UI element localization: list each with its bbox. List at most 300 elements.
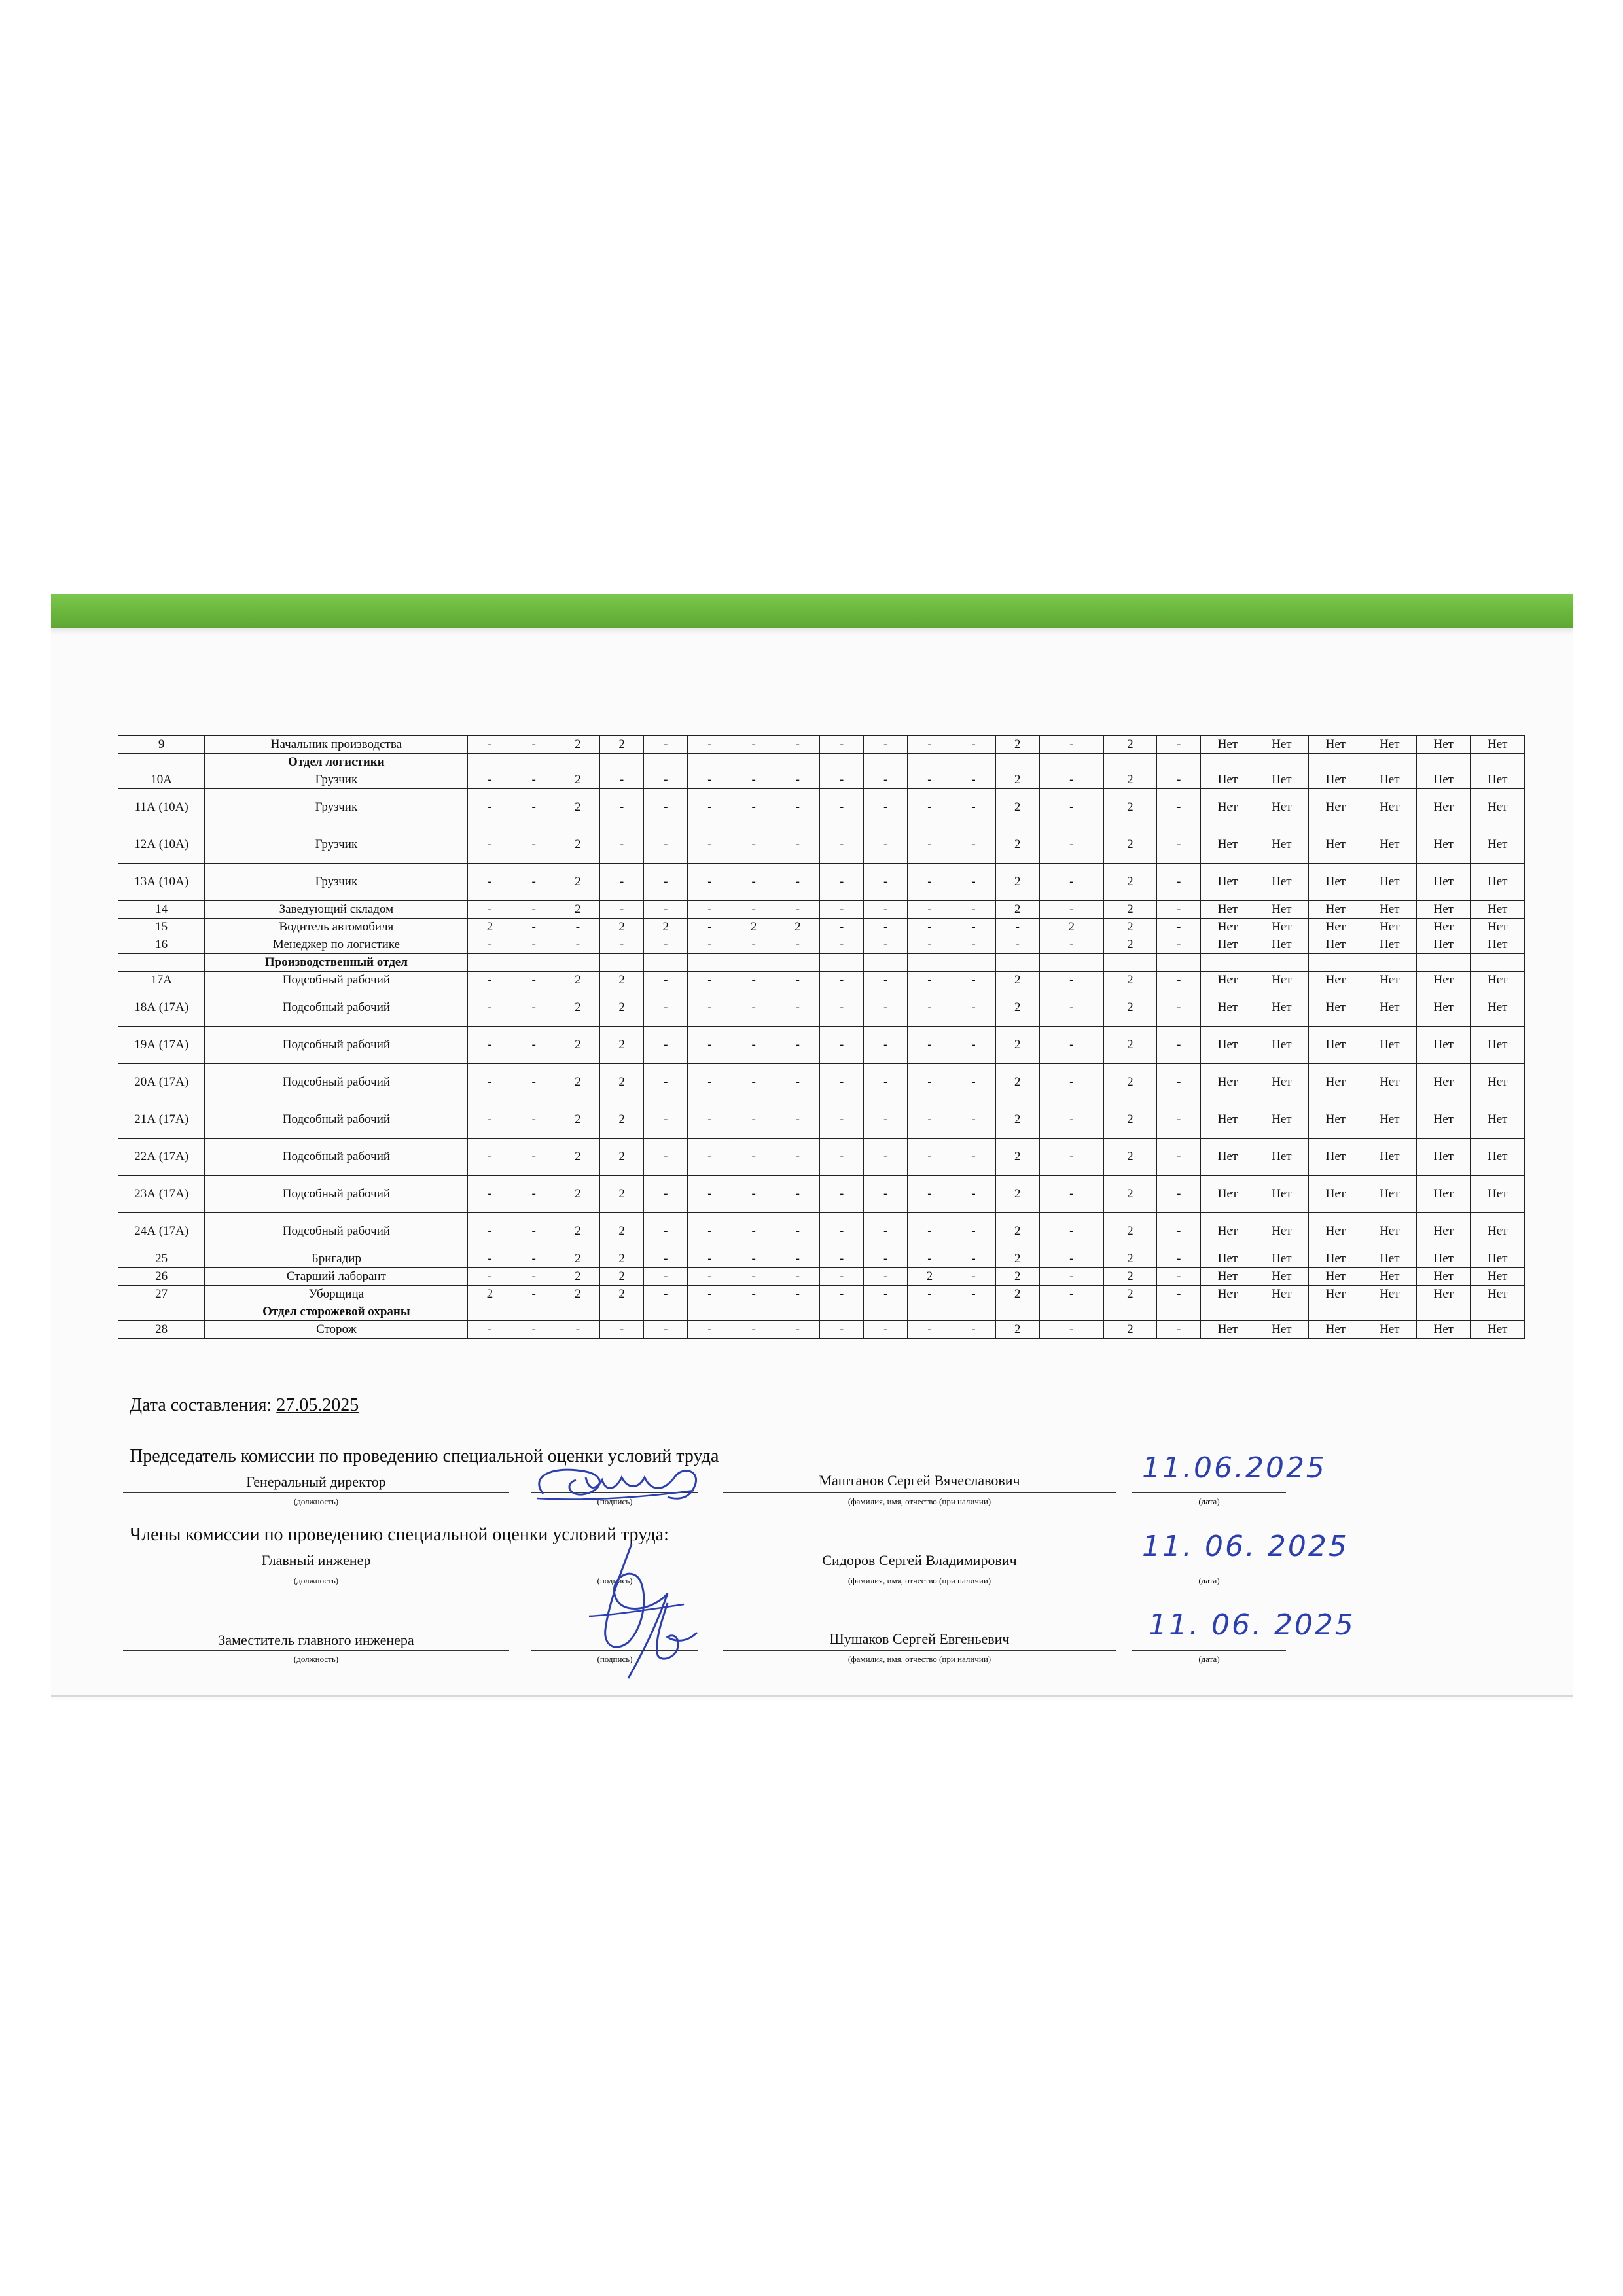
- section-num-cell: [118, 954, 205, 972]
- section-empty-cell: [952, 754, 995, 771]
- section-empty-cell: [468, 1303, 512, 1321]
- job-title: Менеджер по логистике: [205, 936, 468, 954]
- signer-1-signature: [524, 1458, 726, 1517]
- factor-cell: 2: [600, 1250, 644, 1268]
- table-row: [118, 1286, 1525, 1303]
- factor-cell: Нет: [1417, 1213, 1471, 1250]
- factor-cell: Нет: [1309, 1064, 1363, 1101]
- factor-cell: -: [1039, 989, 1103, 1027]
- signer-1-fullname-line: [723, 1492, 1116, 1493]
- factor-cell: -: [468, 1176, 512, 1213]
- factor-cell: Нет: [1309, 736, 1363, 754]
- factor-cell: -: [644, 1250, 688, 1268]
- factor-cell: -: [468, 1139, 512, 1176]
- table-row: [118, 864, 1525, 901]
- section-empty-cell: [908, 754, 952, 771]
- table-body: [118, 736, 1525, 1339]
- table-row: [118, 972, 1525, 989]
- factor-cell: Нет: [1363, 736, 1416, 754]
- factor-cell: -: [864, 972, 908, 989]
- factor-cell: -: [819, 826, 863, 864]
- row-number: 17А: [118, 972, 205, 989]
- factor-cell: -: [688, 901, 732, 919]
- factor-cell: 2: [600, 1268, 644, 1286]
- section-empty-cell: [995, 954, 1039, 972]
- factor-cell: -: [644, 1101, 688, 1139]
- factor-cell: Нет: [1201, 1139, 1255, 1176]
- factor-cell: -: [1039, 901, 1103, 919]
- factor-cell: 2: [556, 826, 599, 864]
- row-number: 14: [118, 901, 205, 919]
- row-number: 18А (17А): [118, 989, 205, 1027]
- factor-cell: -: [1039, 1286, 1103, 1303]
- factor-cell: -: [468, 789, 512, 826]
- signer-2-position: Главный инженер: [261, 1552, 371, 1568]
- factor-cell: -: [1157, 1064, 1201, 1101]
- factor-cell: Нет: [1255, 1139, 1308, 1176]
- factor-cell: 2: [995, 826, 1039, 864]
- factor-cell: Нет: [1417, 1268, 1471, 1286]
- factor-cell: 2: [995, 1139, 1039, 1176]
- signer-1-fullname-caption: (фамилия, имя, отчество (при наличии): [847, 1496, 991, 1506]
- row-number: 11А (10А): [118, 789, 205, 826]
- factor-cell: -: [688, 1250, 732, 1268]
- section-empty-cell: [908, 954, 952, 972]
- factor-cell: -: [600, 901, 644, 919]
- factor-cell: -: [688, 1286, 732, 1303]
- factor-cell: 2: [556, 1027, 599, 1064]
- factor-cell: -: [864, 1139, 908, 1176]
- factor-cell: 2: [1103, 826, 1156, 864]
- factor-cell: -: [776, 771, 819, 789]
- factor-cell: -: [512, 1268, 556, 1286]
- factor-cell: 2: [995, 972, 1039, 989]
- factor-cell: Нет: [1417, 1321, 1471, 1339]
- job-title: Подсобный рабочий: [205, 1027, 468, 1064]
- section-row: [118, 954, 1525, 972]
- factor-cell: 2: [732, 919, 776, 936]
- section-empty-cell: [776, 1303, 819, 1321]
- factor-cell: 2: [1103, 736, 1156, 754]
- job-title: Подсобный рабочий: [205, 989, 468, 1027]
- factor-cell: -: [952, 972, 995, 989]
- section-row: [118, 754, 1525, 771]
- factor-cell: -: [908, 972, 952, 989]
- factor-cell: -: [512, 1101, 556, 1139]
- section-empty-cell: [732, 954, 776, 972]
- factor-cell: -: [864, 901, 908, 919]
- factor-cell: 2: [995, 1176, 1039, 1213]
- signer-1-signature-caption: (подпись): [597, 1496, 633, 1506]
- factor-cell: -: [644, 1321, 688, 1339]
- factor-cell: -: [1039, 1250, 1103, 1268]
- chairman-heading: Председатель комиссии по проведению специальной оценки условий труда: [130, 1446, 719, 1466]
- factor-cell: -: [1157, 1101, 1201, 1139]
- factor-cell: -: [1157, 771, 1201, 789]
- factor-cell: Нет: [1201, 972, 1255, 989]
- factor-cell: -: [512, 1321, 556, 1339]
- factor-cell: 2: [556, 736, 599, 754]
- signer-2-date-caption: (дата): [1198, 1576, 1220, 1585]
- section-empty-cell: [1039, 1303, 1103, 1321]
- table-row: [118, 1064, 1525, 1101]
- section-empty-cell: [1157, 754, 1201, 771]
- factor-cell: Нет: [1255, 901, 1308, 919]
- factor-cell: -: [512, 972, 556, 989]
- factor-cell: -: [1039, 1213, 1103, 1250]
- factor-cell: Нет: [1471, 771, 1525, 789]
- factor-cell: Нет: [1255, 1027, 1308, 1064]
- section-empty-cell: [600, 754, 644, 771]
- factor-cell: Нет: [1309, 864, 1363, 901]
- factor-cell: -: [1157, 1250, 1201, 1268]
- factor-cell: -: [688, 1064, 732, 1101]
- factor-cell: -: [644, 826, 688, 864]
- section-empty-cell: [1103, 1303, 1156, 1321]
- factor-cell: -: [644, 972, 688, 989]
- factor-cell: -: [1157, 1213, 1201, 1250]
- factor-cell: Нет: [1471, 864, 1525, 901]
- row-number: 25: [118, 1250, 205, 1268]
- factor-cell: Нет: [1201, 1176, 1255, 1213]
- factor-cell: Нет: [1471, 1101, 1525, 1139]
- section-empty-cell: [1039, 954, 1103, 972]
- section-empty-cell: [1417, 954, 1471, 972]
- factor-cell: 2: [1103, 864, 1156, 901]
- factor-cell: -: [864, 1064, 908, 1101]
- factor-cell: Нет: [1363, 901, 1416, 919]
- factor-cell: -: [908, 736, 952, 754]
- row-number: 19А (17А): [118, 1027, 205, 1064]
- factor-cell: -: [468, 1321, 512, 1339]
- factor-cell: Нет: [1417, 1101, 1471, 1139]
- factor-cell: Нет: [1417, 1250, 1471, 1268]
- factor-cell: -: [1039, 826, 1103, 864]
- factor-cell: 2: [556, 771, 599, 789]
- factor-cell: -: [776, 1213, 819, 1250]
- factor-cell: Нет: [1471, 1286, 1525, 1303]
- factor-cell: -: [1039, 1268, 1103, 1286]
- factor-cell: Нет: [1363, 1321, 1416, 1339]
- factor-cell: -: [908, 864, 952, 901]
- section-num-cell: [118, 1303, 205, 1321]
- factor-cell: -: [776, 1268, 819, 1286]
- factor-cell: -: [864, 919, 908, 936]
- factor-cell: Нет: [1417, 1176, 1471, 1213]
- factor-cell: 2: [600, 1286, 644, 1303]
- factor-cell: -: [688, 826, 732, 864]
- factor-cell: 2: [468, 1286, 512, 1303]
- table-row: [118, 789, 1525, 826]
- factor-cell: -: [644, 1139, 688, 1176]
- green-binder-strip: [51, 594, 1573, 628]
- factor-cell: 2: [995, 1101, 1039, 1139]
- factor-cell: Нет: [1255, 736, 1308, 754]
- section-empty-cell: [556, 954, 599, 972]
- factor-cell: Нет: [1417, 789, 1471, 826]
- table-row: [118, 919, 1525, 936]
- factor-cell: Нет: [1309, 1213, 1363, 1250]
- factor-cell: Нет: [1363, 1064, 1416, 1101]
- factor-cell: Нет: [1309, 936, 1363, 954]
- table-row: [118, 1213, 1525, 1250]
- factor-cell: -: [1157, 736, 1201, 754]
- factor-cell: -: [952, 1139, 995, 1176]
- factor-cell: 2: [995, 1286, 1039, 1303]
- signer-2-fullname: Сидоров Сергей Владимирович: [822, 1552, 1017, 1568]
- factor-cell: -: [908, 789, 952, 826]
- factor-cell: Нет: [1471, 1139, 1525, 1176]
- members-heading: Члены комиссии по проведению специальной оценки условий труда:: [130, 1525, 669, 1545]
- section-empty-cell: [1103, 954, 1156, 972]
- section-empty-cell: [600, 1303, 644, 1321]
- section-empty-cell: [1417, 754, 1471, 771]
- factor-cell: -: [864, 1250, 908, 1268]
- factor-cell: -: [1039, 1101, 1103, 1139]
- factor-cell: 2: [1103, 1139, 1156, 1176]
- factor-cell: -: [776, 826, 819, 864]
- factor-cell: -: [1157, 1139, 1201, 1176]
- factor-cell: -: [776, 989, 819, 1027]
- row-number: 28: [118, 1321, 205, 1339]
- section-empty-cell: [1471, 1303, 1525, 1321]
- factor-cell: -: [776, 1139, 819, 1176]
- factor-cell: -: [908, 771, 952, 789]
- factor-cell: -: [952, 989, 995, 1027]
- factor-cell: -: [995, 936, 1039, 954]
- job-title: Старший лаборант: [205, 1268, 468, 1286]
- factor-cell: Нет: [1363, 1250, 1416, 1268]
- factor-cell: -: [1157, 1286, 1201, 1303]
- factor-cell: -: [644, 901, 688, 919]
- signer-3-date: 11. 06. 2025: [1149, 1608, 1355, 1642]
- row-number: 9: [118, 736, 205, 754]
- factor-cell: -: [864, 1027, 908, 1064]
- factor-cell: Нет: [1309, 1176, 1363, 1213]
- factor-cell: -: [512, 1176, 556, 1213]
- assessment-results-table: [118, 735, 1525, 1339]
- factor-cell: -: [732, 1250, 776, 1268]
- factor-cell: -: [819, 1250, 863, 1268]
- factor-cell: 2: [776, 919, 819, 936]
- factor-cell: 2: [1103, 1268, 1156, 1286]
- factor-cell: -: [1039, 736, 1103, 754]
- factor-cell: Нет: [1255, 1176, 1308, 1213]
- factor-cell: -: [1039, 864, 1103, 901]
- factor-cell: 2: [995, 1064, 1039, 1101]
- section-empty-cell: [644, 1303, 688, 1321]
- factor-cell: -: [776, 972, 819, 989]
- factor-cell: -: [644, 1176, 688, 1213]
- factor-cell: -: [864, 826, 908, 864]
- section-empty-cell: [819, 754, 863, 771]
- factor-cell: -: [732, 989, 776, 1027]
- factor-cell: -: [995, 919, 1039, 936]
- factor-cell: -: [819, 1064, 863, 1101]
- factor-cell: 2: [995, 901, 1039, 919]
- section-row: [118, 1303, 1525, 1321]
- section-empty-cell: [1157, 1303, 1201, 1321]
- section-empty-cell: [776, 754, 819, 771]
- factor-cell: Нет: [1363, 972, 1416, 989]
- job-title: Бригадир: [205, 1250, 468, 1268]
- factor-cell: -: [908, 1321, 952, 1339]
- factor-cell: -: [952, 771, 995, 789]
- row-number: 24А (17А): [118, 1213, 205, 1250]
- factor-cell: -: [908, 919, 952, 936]
- factor-cell: Нет: [1201, 989, 1255, 1027]
- job-title: Подсобный рабочий: [205, 1213, 468, 1250]
- factor-cell: Нет: [1309, 901, 1363, 919]
- factor-cell: -: [512, 789, 556, 826]
- section-empty-cell: [600, 954, 644, 972]
- factor-cell: Нет: [1363, 771, 1416, 789]
- section-empty-cell: [512, 754, 556, 771]
- factor-cell: Нет: [1363, 826, 1416, 864]
- factor-cell: Нет: [1201, 901, 1255, 919]
- factor-cell: -: [732, 901, 776, 919]
- factor-cell: 2: [556, 1286, 599, 1303]
- section-empty-cell: [776, 954, 819, 972]
- signer-3-fullname-line: [723, 1650, 1116, 1651]
- factor-cell: Нет: [1255, 972, 1308, 989]
- factor-cell: -: [468, 901, 512, 919]
- factor-cell: Нет: [1309, 1321, 1363, 1339]
- factor-cell: Нет: [1201, 1101, 1255, 1139]
- factor-cell: Нет: [1363, 1268, 1416, 1286]
- factor-cell: Нет: [1363, 919, 1416, 936]
- factor-cell: 2: [1103, 989, 1156, 1027]
- signer-1-date-caption: (дата): [1198, 1496, 1220, 1506]
- job-title: Подсобный рабочий: [205, 972, 468, 989]
- factor-cell: -: [864, 736, 908, 754]
- factor-cell: Нет: [1471, 1176, 1525, 1213]
- factor-cell: -: [512, 1064, 556, 1101]
- section-empty-cell: [1417, 1303, 1471, 1321]
- factor-cell: -: [688, 919, 732, 936]
- factor-cell: 2: [995, 1268, 1039, 1286]
- factor-cell: Нет: [1309, 1101, 1363, 1139]
- factor-cell: 2: [1103, 771, 1156, 789]
- factor-cell: 2: [995, 1321, 1039, 1339]
- factor-cell: Нет: [1309, 1027, 1363, 1064]
- factor-cell: 2: [600, 1213, 644, 1250]
- factor-cell: Нет: [1255, 1213, 1308, 1250]
- compiled-date-line: [130, 1395, 359, 1416]
- factor-cell: Нет: [1471, 989, 1525, 1027]
- factor-cell: -: [864, 1268, 908, 1286]
- factor-cell: -: [688, 936, 732, 954]
- factor-cell: -: [776, 1027, 819, 1064]
- factor-cell: -: [908, 989, 952, 1027]
- factor-cell: -: [952, 1027, 995, 1064]
- factor-cell: -: [776, 1176, 819, 1213]
- factor-cell: Нет: [1255, 771, 1308, 789]
- section-empty-cell: [688, 754, 732, 771]
- section-empty-cell: [1309, 754, 1363, 771]
- factor-cell: Нет: [1417, 826, 1471, 864]
- factor-cell: -: [556, 919, 599, 936]
- factor-cell: -: [468, 864, 512, 901]
- factor-cell: -: [864, 789, 908, 826]
- section-empty-cell: [556, 754, 599, 771]
- factor-cell: -: [1039, 1064, 1103, 1101]
- factor-cell: -: [1157, 1176, 1201, 1213]
- section-num-cell: [118, 754, 205, 771]
- factor-cell: Нет: [1363, 936, 1416, 954]
- factor-cell: -: [732, 1027, 776, 1064]
- job-title: Грузчик: [205, 826, 468, 864]
- factor-cell: Нет: [1417, 1064, 1471, 1101]
- factor-cell: 2: [644, 919, 688, 936]
- factor-cell: -: [644, 1027, 688, 1064]
- factor-cell: -: [644, 771, 688, 789]
- factor-cell: -: [468, 826, 512, 864]
- table-row: [118, 1139, 1525, 1176]
- factor-cell: 2: [995, 864, 1039, 901]
- factor-cell: Нет: [1201, 1268, 1255, 1286]
- factor-cell: -: [732, 1213, 776, 1250]
- factor-cell: 2: [556, 1268, 599, 1286]
- row-number: 12А (10А): [118, 826, 205, 864]
- factor-cell: 2: [556, 972, 599, 989]
- factor-cell: Нет: [1201, 1321, 1255, 1339]
- factor-cell: -: [468, 1268, 512, 1286]
- factor-cell: -: [644, 864, 688, 901]
- factor-cell: -: [776, 1250, 819, 1268]
- factor-cell: -: [732, 936, 776, 954]
- factor-cell: Нет: [1255, 919, 1308, 936]
- factor-cell: Нет: [1309, 1268, 1363, 1286]
- factor-cell: -: [688, 789, 732, 826]
- factor-cell: -: [819, 989, 863, 1027]
- job-title: Заведующий складом: [205, 901, 468, 919]
- factor-cell: -: [864, 864, 908, 901]
- factor-cell: -: [819, 1268, 863, 1286]
- table-row: [118, 826, 1525, 864]
- factor-cell: -: [732, 826, 776, 864]
- job-title: Уборщица: [205, 1286, 468, 1303]
- factor-cell: Нет: [1309, 1250, 1363, 1268]
- factor-cell: Нет: [1255, 864, 1308, 901]
- factor-cell: -: [776, 936, 819, 954]
- factor-cell: -: [864, 771, 908, 789]
- factor-cell: -: [688, 1139, 732, 1176]
- factor-cell: -: [732, 789, 776, 826]
- factor-cell: -: [644, 736, 688, 754]
- factor-cell: -: [952, 1101, 995, 1139]
- factor-cell: -: [732, 771, 776, 789]
- factor-cell: Нет: [1471, 936, 1525, 954]
- factor-cell: Нет: [1363, 864, 1416, 901]
- factor-cell: Нет: [1417, 919, 1471, 936]
- factor-cell: -: [819, 1139, 863, 1176]
- factor-cell: 2: [995, 789, 1039, 826]
- factor-cell: Нет: [1471, 901, 1525, 919]
- factor-cell: 2: [556, 901, 599, 919]
- factor-cell: 2: [908, 1268, 952, 1286]
- signer-2-position-caption: (должность): [293, 1576, 339, 1585]
- row-number: 10А: [118, 771, 205, 789]
- factor-cell: 2: [1103, 1176, 1156, 1213]
- factor-cell: Нет: [1201, 826, 1255, 864]
- job-title: Грузчик: [205, 864, 468, 901]
- factor-cell: -: [819, 1101, 863, 1139]
- factor-cell: -: [556, 1321, 599, 1339]
- section-empty-cell: [908, 1303, 952, 1321]
- factor-cell: -: [600, 789, 644, 826]
- factor-cell: -: [819, 1213, 863, 1250]
